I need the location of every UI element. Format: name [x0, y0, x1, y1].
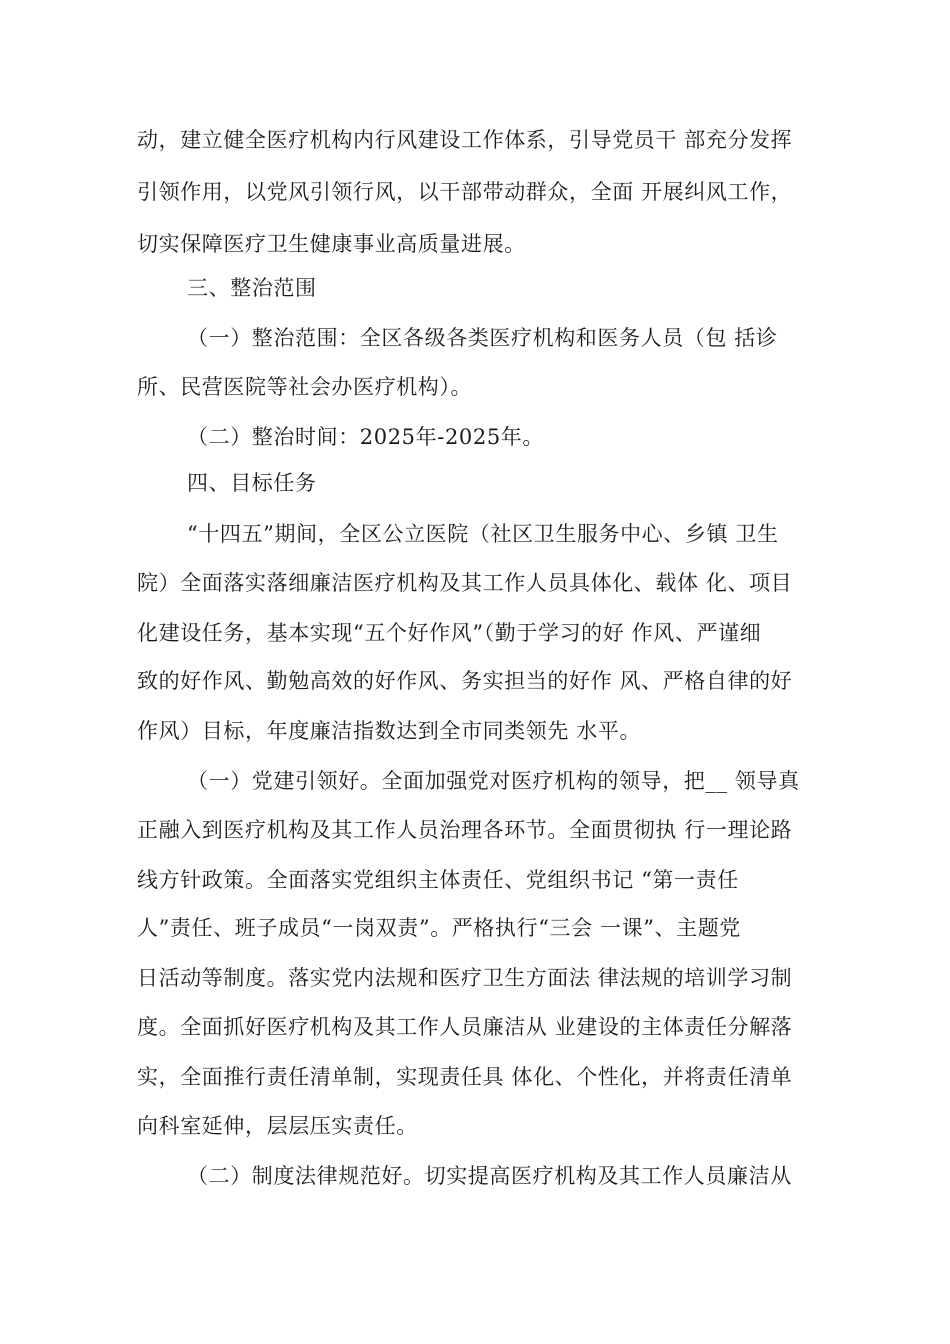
text-line-12: 致的好作风、勤勉高效的好作风、务实担当的好作 风、严格自律的好 — [137, 669, 793, 693]
text-line-15: 正融入到医疗机构及其工作人员治理各环节。全面贯彻执 行一理论路 — [137, 818, 793, 842]
text-line-18: 日活动等制度。落实党内法规和医疗卫生方面法 律法规的培训学习制 — [137, 966, 793, 990]
text-line-10: 院）全面落实落细廉洁医疗机构及其工作人员具体化、载体 化、项目 — [137, 571, 793, 595]
text-line-11: 化建设任务，基本实现“五个好作风”（勤于学习的好 作风、严谨细 — [137, 621, 762, 645]
text-line-6: 所、民营医院等社会办医疗机构）。 — [137, 375, 473, 399]
text-line-1: 动，建立健全医疗机构内行风建设工作体系，引导党员干 部充分发挥 — [137, 128, 793, 152]
text-line-9: “十四五”期间，全区公立医院（社区卫生服务中心、乡镇 卫生 — [187, 522, 779, 546]
text-line-5: （一）整治范围：全区各级各类医疗机构和医务人员（包 括诊 — [187, 326, 778, 350]
text-line-2: 引领作用，以党风引领行风，以干部带动群众，全面 开展纠风工作， — [137, 180, 793, 204]
text-line-3: 切实保障医疗卫生健康事业高质量进展。 — [137, 232, 526, 256]
text-line-22: （二）制度法律规范好。切实提高医疗机构及其工作人员廉洁从 — [187, 1164, 792, 1188]
text-line-17: 人”责任、班子成员“一岗双责”。严格执行“三会 一课”、主题党 — [137, 916, 741, 940]
text-line-21: 向科室延伸，层层压实责任。 — [137, 1114, 418, 1138]
text-line-16: 线方针政策。全面落实党组织主体责任、党组织书记 “第一责任 — [137, 868, 739, 892]
text-line-19: 度。全面抓好医疗机构及其工作人员廉洁从 业建设的主体责任分解落 — [137, 1015, 793, 1039]
text-line-14: （一）党建引领好。全面加强党对医疗机构的领导，把__ 领导真 — [187, 769, 800, 793]
text-line-13: 作风）目标，年度廉洁指数达到全市同类领先 水平。 — [137, 719, 642, 743]
section-heading-3: 三、整治范围 — [187, 276, 317, 300]
section-heading-4: 四、目标任务 — [187, 471, 317, 495]
text-line-7: （二）整治时间：2025年-2025年。 — [187, 425, 544, 449]
text-line-20: 实，全面推行责任清单制，实现责任具 体化、个性化，并将责任清单 — [137, 1065, 793, 1089]
